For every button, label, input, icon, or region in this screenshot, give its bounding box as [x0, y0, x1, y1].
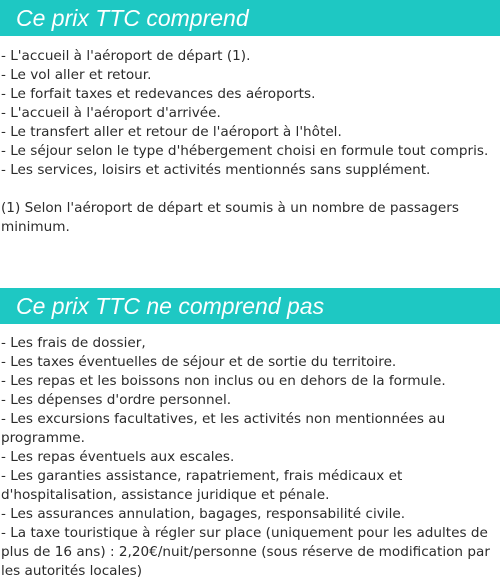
- includes-footnote: (1) Selon l'aéroport de départ et soumis à un nombre de passagers minimum.: [1, 200, 459, 235]
- includes-item-airport-welcome-departure: - L'accueil à l'aéroport de départ (1).: [1, 48, 251, 64]
- excludes-item-insurance: - Les assurances annulation, bagages, responsabilité civile.: [1, 506, 406, 522]
- excludes-list: [0, 334, 500, 581]
- includes-list: [0, 47, 500, 180]
- includes-item-hotel-transfer: - Le transfert aller et retour de l'aéroport à l'hôtel.: [1, 124, 342, 140]
- includes-item-flight: - Le vol aller et retour.: [1, 67, 152, 83]
- excludes-item-optional-excursions: - Les excursions facultatives, et les activités non mentionnées au programme.: [1, 411, 446, 446]
- excludes-item-tourist-tax: - La taxe touristique à régler sur place (uniquement pour les adultes de plus de 16 ans) : 2,20€/nuit/personne (sous réserve de modification par les autorités locales): [1, 525, 490, 579]
- includes-item-airport-welcome-arrival: - L'accueil à l'aéroport d'arrivée.: [1, 105, 221, 121]
- excludes-item-stay-taxes: - Les taxes éventuelles de séjour et de sortie du territoire.: [1, 354, 397, 370]
- includes-item-stay: - Le séjour selon le type d'hébergement choisi en formule tout compris.: [1, 143, 489, 159]
- includes-item-airport-taxes: - Le forfait taxes et redevances des aéroports.: [1, 86, 316, 102]
- excludes-item-file-fees: - Les frais de dossier,: [1, 335, 146, 351]
- excludes-item-personal-expenses: - Les dépenses d'ordre personnel.: [1, 392, 232, 408]
- excludes-item-assistance-guarantees: - Les garanties assistance, rapatriement, frais médicaux et d'hospitalisation, assistance juridique et pénale.: [1, 468, 403, 503]
- excludes-section-title: Ce prix TTC ne comprend pas: [0, 288, 500, 324]
- includes-item-services: - Les services, loisirs et activités mentionnés sans supplément.: [1, 162, 431, 178]
- includes-section-title: Ce prix TTC comprend: [0, 0, 500, 36]
- excludes-item-meals-drinks: - Les repas et les boissons non inclus ou en dehors de la formule.: [1, 373, 446, 389]
- excludes-item-stopover-meals: - Les repas éventuels aux escales.: [1, 449, 235, 465]
